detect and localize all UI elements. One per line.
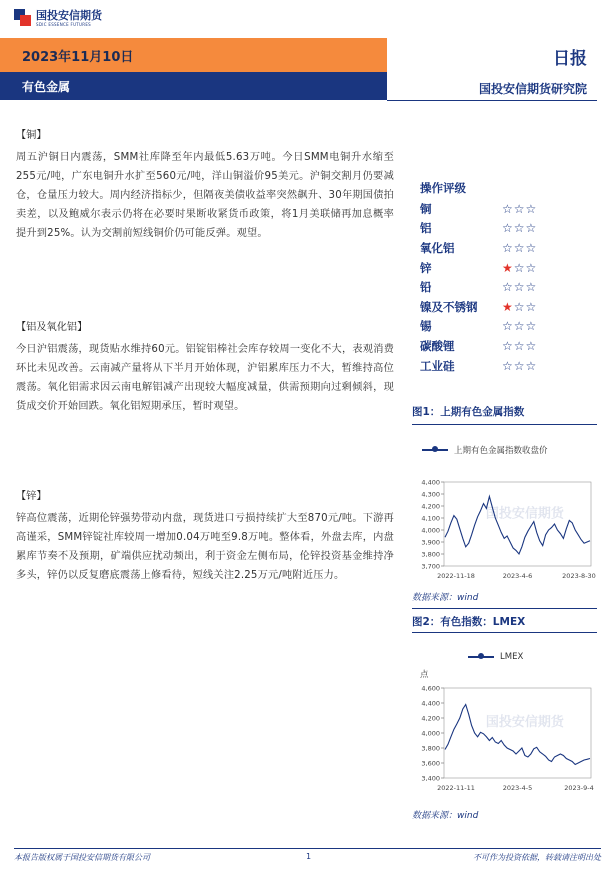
legend-line-icon — [422, 449, 448, 451]
rating-stars-icon: ☆☆☆ — [502, 240, 538, 255]
y-tick-label: 4,600 — [421, 684, 440, 693]
copper-block — [16, 126, 394, 243]
legend-label: LMEX — [500, 652, 524, 662]
legend-line-icon — [468, 656, 494, 658]
report-type-title: 日报 — [553, 49, 587, 69]
y-tick-label: 4,000 — [421, 526, 440, 535]
y-tick-label: 3,800 — [421, 744, 440, 753]
y-tick-label: 3,800 — [421, 550, 440, 559]
rating-row — [420, 317, 580, 337]
rating-row — [420, 336, 580, 356]
y-tick-label: 3,600 — [421, 759, 440, 768]
y-tick-label: 3,400 — [421, 774, 440, 783]
page-number: 1 — [306, 852, 312, 861]
rating-row — [420, 277, 580, 297]
rating-metal-name: 铅 — [420, 280, 432, 295]
x-tick-label: 2022-11-18 — [437, 572, 475, 580]
zinc-block — [16, 487, 394, 585]
figure2-source: 数据来源：wind — [412, 811, 479, 821]
watermark-text: 国投安信期货 — [485, 714, 564, 730]
block-body: 今日沪铝震荡，现货贴水维持60元。铝锭铝棒社会库存较周一变化不大，表观消费环比未见改善。云南减产量将从下半月开始体现，沪铝累库压力不大，暂维持高位震荡。氧化铝需求因云南电解铝减产出现较大幅度减量，供需预期向过剩倾斜，现货成交价开始回跌。氧化铝短期承压，暂时观望。 — [16, 344, 394, 412]
rating-table — [420, 180, 580, 375]
x-tick-label: 2023-4-6 — [502, 572, 533, 580]
rating-metal-name: 工业硅 — [420, 358, 455, 373]
x-tick-label: 2023-4-5 — [502, 784, 533, 792]
chart2-unit — [420, 668, 429, 680]
figure1-bottom-divider — [412, 608, 597, 609]
series-line — [445, 705, 590, 765]
chart1 — [412, 478, 597, 582]
rating-row — [420, 219, 580, 239]
rating-metal-name: 铜 — [420, 201, 432, 216]
report-date: 2023年11月10日 — [22, 50, 134, 65]
rating-row — [420, 297, 580, 317]
plot-frame — [444, 482, 591, 566]
unit-label: 点 — [420, 670, 429, 680]
rating-row — [420, 356, 580, 376]
logo-english-name: SDIC ESSENCE FUTURES — [36, 21, 92, 27]
figure1-label: 图1：上期有色金属指数 — [412, 406, 525, 418]
block-body: 锌高位震荡，近期伦锌强势带动内盘，现货进口亏损持续扩大至870元/吨。下游再高谨采，SMM锌锭社库较周一增加0.04万吨至9.8万吨。整体看，外盘去库，内盘累库节奏不及预期，矿端供应扰动频出，利于资金左侧布局，伦锌投资基金维持净多头，锌仍以反复磨底震荡上修看待，短线关注2.25万元/吨附近压力。 — [16, 513, 394, 581]
figure1-divider — [412, 424, 597, 425]
rating-row — [420, 258, 580, 278]
figure1-source: 数据来源：wind — [412, 593, 479, 603]
series-line — [445, 496, 590, 554]
y-tick-label: 3,900 — [421, 538, 440, 547]
block-title: 【铜】 — [16, 130, 47, 141]
plot-frame — [444, 688, 591, 778]
watermark-text: 国投安信期货 — [485, 506, 564, 522]
y-tick-label: 4,400 — [421, 478, 440, 487]
institute-name: 国投安信期货研究院 — [478, 82, 587, 96]
rating-metal-name: 碳酸锂 — [420, 338, 455, 353]
disclaimer-note: 不可作为投资依据，转载请注明出处 — [473, 853, 601, 862]
rating-metal-name: 铝 — [420, 221, 432, 236]
y-tick-label: 4,200 — [421, 502, 440, 511]
rating-stars-icon: ★☆☆ — [502, 260, 538, 275]
y-tick-label: 4,300 — [421, 490, 440, 499]
rating-row — [420, 199, 580, 219]
copyright-note: 本报告版权属于国投安信期货有限公司 — [14, 853, 150, 862]
rating-stars-icon: ☆☆☆ — [502, 338, 538, 353]
y-tick-label: 4,000 — [421, 729, 440, 738]
rating-metal-name: 镍及不锈钢 — [420, 299, 478, 314]
x-tick-label: 2023-8-30 — [562, 572, 596, 580]
chart1-legend — [422, 444, 548, 456]
figure2-divider — [412, 632, 597, 633]
rating-stars-icon: ☆☆☆ — [502, 358, 538, 373]
y-tick-label: 4,100 — [421, 514, 440, 523]
company-logo — [14, 8, 102, 28]
aluminum-block — [16, 318, 394, 416]
chart2-legend — [468, 652, 523, 662]
block-title: 【铝及氧化铝】 — [16, 322, 88, 333]
y-tick-label: 3,700 — [421, 562, 440, 571]
footer-divider — [14, 848, 601, 849]
rating-metal-name: 氧化铝 — [420, 240, 455, 255]
rating-stars-icon: ☆☆☆ — [502, 221, 538, 236]
logo-mark-icon — [14, 9, 32, 27]
section-title: 有色金属 — [22, 80, 71, 94]
block-title: 【锌】 — [16, 491, 47, 502]
rating-title: 操作评级 — [420, 181, 466, 195]
legend-label: 上期有色金属指数收盘价 — [454, 446, 548, 456]
y-tick-label: 4,400 — [421, 699, 440, 708]
chart2 — [412, 684, 597, 794]
rating-metal-name: 锌 — [420, 260, 432, 275]
figure2-label: 图2：有色指数：LMEX — [412, 616, 526, 628]
x-tick-label: 2022-11-11 — [437, 784, 475, 792]
header-divider — [387, 100, 597, 101]
block-body: 周五沪铜日内震荡，SMM社库降至年内最低5.63万吨。今日SMM电铜升水缩至255元/吨，广东电铜升水扩至560元/吨，洋山铜溢价95美元。沪铜交割月仍要减仓，仓量压力较大。周内经济指标少，但隔夜美债收益率突然飙升、30年期国债拍卖差，以及鲍威尔表示仍将在必要时果断收紧货币政策，将1月美联储再加息概率提升到25%。认为交割前短线铜价仍可能反弹。观望。 — [16, 152, 394, 239]
rating-stars-icon: ★☆☆ — [502, 299, 538, 314]
rating-row — [420, 238, 580, 258]
rating-stars-icon: ☆☆☆ — [502, 280, 538, 295]
rating-stars-icon: ☆☆☆ — [502, 201, 538, 216]
logo-name: 国投安信期货 — [36, 8, 102, 22]
x-tick-label: 2023-9-4 — [564, 784, 594, 792]
y-tick-label: 4,200 — [421, 714, 440, 723]
rating-stars-icon: ☆☆☆ — [502, 319, 538, 334]
rating-metal-name: 锡 — [420, 319, 432, 334]
